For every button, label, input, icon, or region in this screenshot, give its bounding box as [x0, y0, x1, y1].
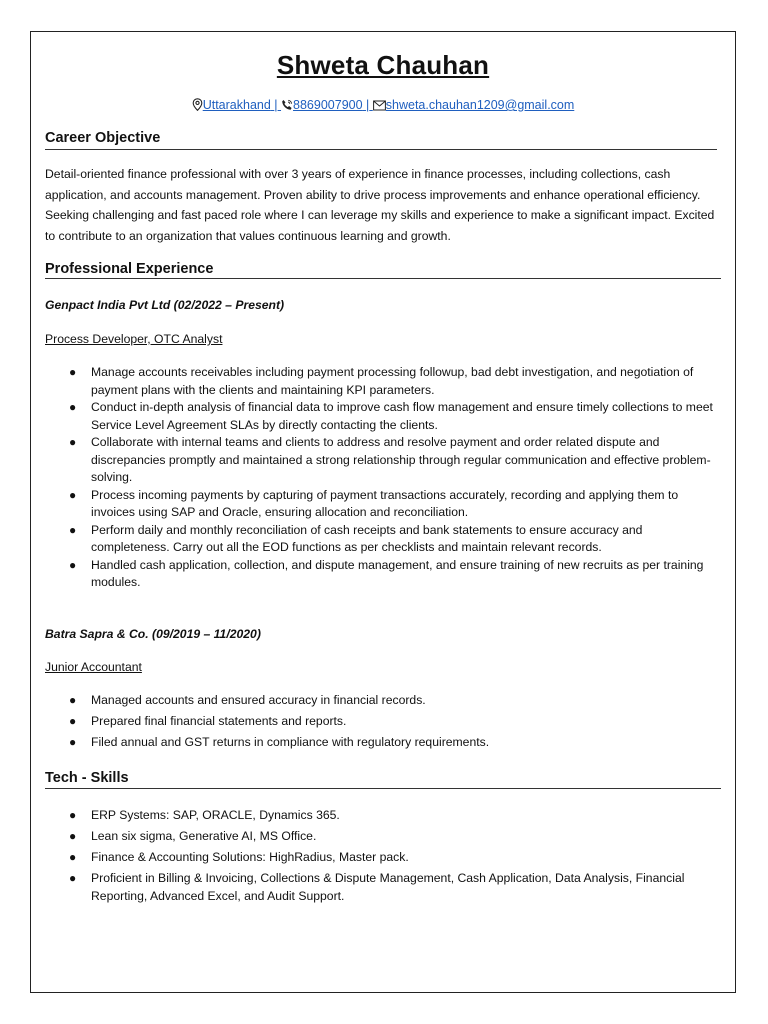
- bullet-text: Manage accounts receivables including payment processing followup, bad debt investigation, and negotiation of payment plans with the clients and maintaining KPI parameters.: [91, 365, 694, 397]
- bullet-text: ERP Systems: SAP, ORACLE, Dynamics 365.: [91, 808, 340, 822]
- experience-heading: Professional Experience: [45, 261, 214, 277]
- bullet-icon: ●: [69, 557, 77, 572]
- section-divider: [45, 149, 717, 150]
- bullet-text: Prepared final financial statements and reports.: [91, 714, 347, 728]
- bullet-icon: ●: [69, 435, 77, 449]
- location-link[interactable]: [203, 98, 281, 112]
- list-item: [45, 734, 721, 752]
- section-divider: [45, 788, 721, 789]
- list-item: [45, 399, 721, 434]
- location-text: Uttarakhand: [202, 98, 271, 112]
- career-objective-heading: Career Objective: [45, 130, 161, 146]
- bullet-icon: ●: [69, 735, 77, 749]
- bullet-icon: ●: [69, 808, 77, 822]
- job-role: Junior Accountant: [45, 660, 142, 674]
- list-item: [45, 828, 721, 846]
- list-item: [45, 364, 721, 399]
- job-responsibilities-list: [45, 364, 721, 592]
- list-item: [45, 849, 721, 867]
- bullet-text: Collaborate with internal teams and clients to address and resolve payment and order related dispute and discrepancies promptly and maintained a strong relationship through regular communication and effective problem-solving.: [91, 435, 711, 484]
- section-divider: [45, 278, 721, 279]
- separator: |: [274, 98, 278, 112]
- phone-link[interactable]: [293, 98, 373, 112]
- list-item: [45, 713, 721, 731]
- list-item: [45, 434, 721, 487]
- list-item: [45, 692, 721, 710]
- phone-text: 8869007900: [293, 98, 363, 112]
- list-item: [45, 522, 721, 557]
- job-role: Process Developer, OTC Analyst: [45, 332, 223, 346]
- bullet-icon: ●: [69, 400, 77, 414]
- bullet-text: Finance & Accounting Solutions: HighRadius, Master pack.: [91, 850, 409, 864]
- separator: |: [366, 98, 370, 112]
- skills-heading: Tech - Skills: [45, 770, 129, 786]
- bullet-text: Filed annual and GST returns in compliance with regulatory requirements.: [91, 735, 490, 749]
- job-company: Batra Sapra & Co. (09/2019 – 11/2020): [45, 627, 261, 641]
- bullet-text: Process incoming payments by capturing of payment transactions accurately, recording and applying them to invoices using SAP and Oracle, ensuring allocation and reconciliation.: [91, 487, 679, 519]
- email-link[interactable]: shweta.chauhan1209@gmail.com: [385, 98, 575, 112]
- list-item: [45, 807, 721, 825]
- bullet-text: Conduct in-depth analysis of financial data to improve cash flow management and ensure timely collections to meet Service Level Agreement SLAs by directly contacting the clients.: [91, 400, 713, 432]
- candidate-name: Shweta Chauhan: [276, 50, 490, 80]
- list-item: [45, 487, 721, 522]
- bullet-text: Lean six sigma, Generative AI, MS Office.: [91, 829, 317, 843]
- location-pin-icon: [192, 98, 203, 112]
- bullet-icon: ●: [69, 487, 77, 502]
- mail-icon: [373, 98, 386, 112]
- bullet-icon: ●: [69, 871, 77, 885]
- bullet-text: Perform daily and monthly reconciliation of cash receipts and bank statements to ensure accuracy and completeness. Carry out all the EOD functions as per checklists and maintain relevant records.: [91, 522, 643, 554]
- bullet-text: Handled cash application, collection, and dispute management, and ensure training of new recruits as per training modules.: [91, 557, 704, 589]
- bullet-icon: ●: [69, 829, 77, 843]
- bullet-text: Proficient in Billing & Invoicing, Collections & Dispute Management, Cash Application, Data Analysis, Financial Reporting, Advanced Excel, and Audit Support.: [91, 871, 685, 903]
- bullet-icon: ●: [69, 850, 77, 864]
- job-responsibilities-list: [45, 692, 721, 752]
- list-item: [45, 557, 721, 592]
- bullet-icon: ●: [69, 522, 77, 537]
- bullet-text: Managed accounts and ensured accuracy in financial records.: [91, 693, 426, 707]
- resume-page: [30, 31, 736, 993]
- contact-line: [31, 98, 735, 112]
- bullet-icon: ●: [69, 365, 77, 379]
- list-item: [45, 870, 721, 905]
- bullet-icon: ●: [69, 714, 77, 728]
- job-company: Genpact India Pvt Ltd (02/2022 – Present): [45, 298, 285, 312]
- phone-icon: [281, 98, 293, 112]
- career-objective-text: Detail-oriented finance professional with over 3 years of experience in finance processes, including collections, cash application, and accounts management. Proven ability to drive process improvements and enhance operational efficiency. Seeking challenging and fast paced role where I can leverage my skills and experience to make a significant impact. Excited to contribute to an organization that values continuous learning and growth.: [45, 167, 715, 243]
- bullet-icon: ●: [69, 693, 77, 707]
- skills-list: [45, 807, 721, 905]
